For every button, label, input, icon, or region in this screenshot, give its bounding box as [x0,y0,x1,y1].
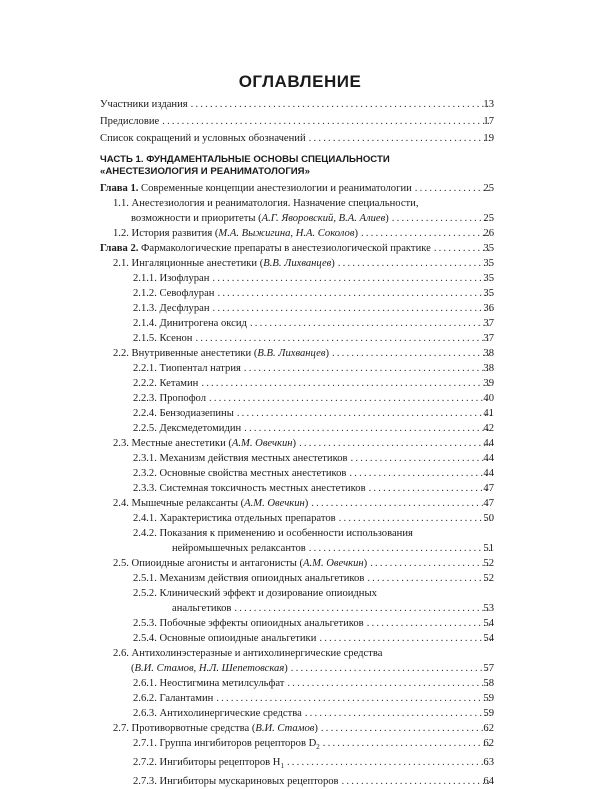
page-number: 50 [483,513,494,524]
page-title: ОГЛАВЛЕНИЕ [238,72,362,91]
page-number: 42 [483,423,494,434]
page-number: 51 [483,543,494,554]
page-number: 37 [483,318,494,329]
page-number: 25 [483,213,494,224]
toc-subsection[interactable]: 2.6.2. Галантамин ..... 59 [133,691,600,706]
page-number: 35 [483,273,494,284]
page-number: 36 [483,303,494,314]
page-number: 35 [483,258,494,269]
page-number: 58 [483,678,494,689]
toc-section-2-4[interactable]: 2.4. Мышечные релаксанты (А.М. Овечкин) ..... 47 [113,496,600,511]
page-number: 47 [483,483,494,494]
page-number: 54 [483,618,494,629]
toc-section-2-1[interactable]: 2.1. Ингаляционные анестетики (В.В. Лихванцев) ..... 35 [113,256,600,271]
page-number: 54 [483,633,494,644]
toc-section-2-7[interactable]: 2.7. Противорвотные средства (В.И. Стамов) ..... 62 [113,721,600,736]
page-number: 52 [483,558,494,569]
page-number: 59 [483,708,494,719]
toc-subsection[interactable]: 2.1.1. Изофлуран ..... 35 [133,271,600,286]
page-number: 25 [483,183,494,194]
page-number: 57 [483,663,494,674]
page-number: 44 [483,453,494,464]
toc-subsection[interactable]: 2.1.2. Севофлуран ..... 35 [133,286,600,301]
toc-entry-abbreviations[interactable]: Список сокращений и условных обозначений ..... 19 [100,131,600,146]
page-number: 53 [483,603,494,614]
toc-section-1-2[interactable]: 1.2. История развития (М.А. Выжигина, Н.А. Соколов) ..... 26 [113,226,600,241]
toc-subsection[interactable]: 2.3.3. Системная токсичность местных анестетиков ..... 47 [133,481,600,496]
page-number: 44 [483,468,494,479]
page-number: 13 [483,99,494,110]
toc-entry-preface[interactable]: Предисловие ..... 17 [100,114,600,129]
page-number: 17 [483,116,494,127]
toc-subsection[interactable]: 2.1.5. Ксенон ..... 37 [133,331,600,346]
toc-chapter-2[interactable]: Глава 2. Фармакологические препараты в анестезиологической практике ..... 35 [100,241,600,256]
toc-section-2-5[interactable]: 2.5. Опиоидные агонисты и антагонисты (А.М. Овечкин) ..... 52 [113,556,600,571]
page-number: 44 [483,438,494,449]
toc-subsection[interactable]: 2.1.3. Десфлуран ..... 36 [133,301,600,316]
page-number: 63 [483,757,494,769]
toc-subsection[interactable]: 2.2.4. Бензодиазепины ..... 41 [133,406,600,421]
page-number: 41 [483,408,494,419]
toc-subsection[interactable]: 2.7.1. Группа ингибиторов рецепторов $D_2$ ..... 62 [133,736,600,755]
page-number: 52 [483,573,494,584]
toc-subsection[interactable]: 2.2.3. Пропофол ..... 40 [133,391,600,406]
toc-subsection[interactable]: 2.4.1. Характеристика отдельных препаратов ..... 50 [133,511,600,526]
toc-subsection[interactable]: 2.6.1. Неостигмина метилсульфат ..... 58 [133,676,600,691]
table-of-contents [0,97,600,789]
page-number: 39 [483,378,494,389]
toc-subsection[interactable]: 2.7.3. Ингибиторы мускариновых рецепторов ..... 64 [133,774,600,789]
toc-subsection[interactable]: 2.5.1. Механизм действия опиоидных анальгетиков ..... 52 [133,571,600,586]
page-number: 40 [483,393,494,404]
page-number: 62 [483,723,494,734]
page-number: 59 [483,693,494,704]
toc-subsection[interactable]: 2.5.3. Побочные эффекты опиоидных анальгетиков ..... 54 [133,616,600,631]
page-number: 35 [483,243,494,254]
page-number: 38 [483,363,494,374]
toc-section-2-6[interactable]: 2.6. Антихолинэстеразные и антихолинергические средства (В.И. Стамов, Н.Л. Шепетовская) ..... 57 [113,646,600,676]
toc-subsection[interactable]: 2.3.2. Основные свойства местных анестетиков ..... 44 [133,466,600,481]
toc-subsection[interactable]: 2.5.4. Основные опиоидные анальгетики ..... 54 [133,631,600,646]
toc-subsection[interactable]: 2.7.2. Ингибиторы рецепторов $H_1$ ..... 63 [133,755,600,774]
toc-subsection[interactable]: 2.4.2. Показания к применению и особенности использования нейромышечных релаксантов ..... 51 [133,526,600,556]
page-number: 26 [483,228,494,239]
toc-subsection[interactable]: 2.6.3. Антихолинергические средства ..... 59 [133,706,600,721]
toc-subsection[interactable]: 2.5.2. Клинический эффект и дозирование опиоидных анальгетиков ..... 53 [133,586,600,616]
toc-section-1-1[interactable]: 1.1. Анестезиология и реаниматология. Назначение специальности, возможности и приоритеты (А.Г. Яворовский, В.А. Алиев) ..... 25 [113,196,600,226]
page-number: 47 [483,498,494,509]
page-number: 37 [483,333,494,344]
toc-subsection[interactable]: 2.2.1. Тиопентал натрия ..... 38 [133,361,600,376]
toc-subsection[interactable]: 2.1.4. Динитрогена оксид ..... 37 [133,316,600,331]
toc-entry-participants[interactable]: Участники издания ..... 13 [100,97,600,112]
toc-subsection[interactable]: 2.3.1. Механизм действия местных анестетиков ..... 44 [133,451,600,466]
toc-subsection[interactable]: 2.2.2. Кетамин ..... 39 [133,376,600,391]
page-number: 62 [483,738,494,749]
page-number: 35 [483,288,494,299]
toc-section-2-3[interactable]: 2.3. Местные анестетики (А.М. Овечкин) ..... 44 [113,436,600,451]
page-number: 64 [483,776,494,788]
page-number: 38 [483,348,494,359]
toc-section-2-2[interactable]: 2.2. Внутривенные анестетики (В.В. Лихванцев) ..... 38 [113,346,600,361]
page-number: 19 [483,133,494,144]
toc-chapter-1[interactable]: Глава 1. Современные концепции анестезиологии и реаниматологии ..... 25 [100,181,600,196]
part-heading: ЧАСТЬ 1. ФУНДАМЕНТАЛЬНЫЕ ОСНОВЫ СПЕЦИАЛЬНОСТИ «АНЕСТЕЗИОЛОГИЯ И РЕАНИМАТОЛОГИЯ» [100,154,390,177]
toc-subsection[interactable]: 2.2.5. Дексмедетомидин ..... 42 [133,421,600,436]
